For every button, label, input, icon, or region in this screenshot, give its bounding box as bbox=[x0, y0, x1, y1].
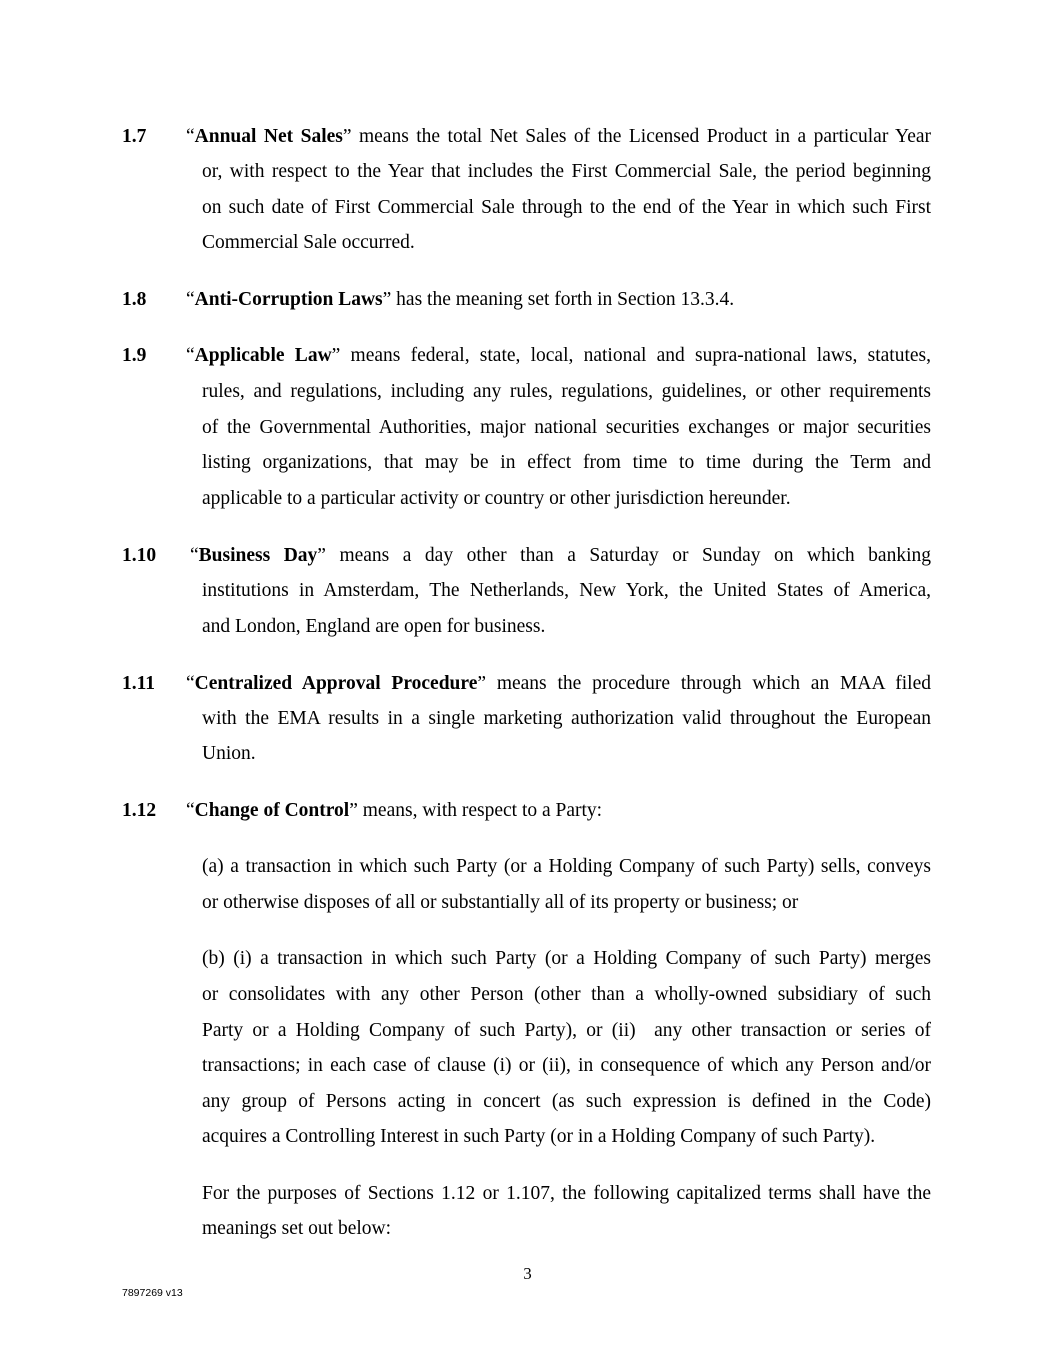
close-quote: ” bbox=[317, 545, 326, 566]
defined-term-anti-corruption-laws: Anti-Corruption Laws bbox=[194, 289, 383, 310]
clause-b-line-5: any group of Persons acting in concert (as such expression is defined in the Code) bbox=[202, 1091, 931, 1112]
defined-term-annual-net-sales: Annual Net Sales bbox=[194, 126, 343, 147]
definition-text: means, with respect to a Party: bbox=[357, 800, 603, 821]
definition-text: means the total Net Sales of the Licensed Product in a particular Year bbox=[351, 126, 931, 147]
definition-text: has the meaning set forth in Section 13.3.4. bbox=[391, 289, 735, 310]
purposes-paragraph-line-2: meanings set out below: bbox=[202, 1218, 392, 1239]
close-quote: ” bbox=[349, 800, 358, 821]
open-quote: “ bbox=[186, 800, 195, 821]
page-number: 3 bbox=[523, 1264, 532, 1283]
section-1-10-line-1 bbox=[190, 544, 931, 568]
clause-b-line-6: acquires a Controlling Interest in such Party (or in a Holding Company of such Party). bbox=[202, 1126, 876, 1147]
section-1-9-line-3: of the Governmental Authorities, major national securities exchanges or major securities bbox=[202, 417, 931, 438]
close-quote: ” bbox=[382, 289, 392, 310]
section-1-11-line-3: Union. bbox=[202, 743, 256, 764]
open-quote: “ bbox=[186, 673, 195, 694]
section-1-9-line-4: listing organizations, that may be in effect from time to time during the Term and bbox=[202, 452, 931, 473]
section-1-9-line-1 bbox=[186, 344, 931, 368]
clause-b-line-4: transactions; in each case of clause (i) or (ii), in consequence of which any Person and/or bbox=[202, 1055, 931, 1076]
section-1-7-line-2: or, with respect to the Year that includes the First Commercial Sale, the period beginning bbox=[202, 161, 931, 182]
clause-b-line-1: (b) (i) a transaction in which such Party (or a Holding Company of such Party) merges bbox=[202, 948, 931, 969]
section-1-8-line-1 bbox=[186, 288, 734, 312]
section-1-9-line-2: rules, and regulations, including any rules, regulations, guidelines, or other requirements bbox=[202, 381, 931, 402]
open-quote: “ bbox=[190, 545, 199, 566]
section-number-1-12: 1.12 bbox=[122, 800, 157, 821]
close-quote: ” bbox=[331, 345, 341, 366]
purposes-paragraph-line-1: For the purposes of Sections 1.12 or 1.107, the following capitalized terms shall have the bbox=[202, 1183, 931, 1204]
defined-term-business-day: Business Day bbox=[198, 545, 318, 566]
definition-text: means federal, state, local, national and supra-national laws, statutes, bbox=[340, 345, 931, 366]
section-1-7-line-4: Commercial Sale occurred. bbox=[202, 232, 415, 253]
section-1-12-line-1 bbox=[186, 799, 602, 823]
definition-text: means a day other than a Saturday or Sunday on which banking bbox=[325, 545, 931, 566]
clause-b-line-2: or consolidates with any other Person (other than a wholly-owned subsidiary of such bbox=[202, 984, 931, 1005]
section-number-1-9: 1.9 bbox=[122, 345, 147, 366]
section-1-9-line-5: applicable to a particular activity or country or other jurisdiction hereunder. bbox=[202, 488, 791, 509]
section-1-7-line-1 bbox=[186, 125, 931, 149]
section-number-1-11: 1.11 bbox=[122, 673, 156, 694]
section-number-1-10: 1.10 bbox=[122, 545, 157, 566]
clause-a-line-1: (a) a transaction in which such Party (or a Holding Company of such Party) sells, conveys bbox=[202, 856, 931, 877]
defined-term-centralized-approval-procedure: Centralized Approval Procedure bbox=[194, 673, 478, 694]
section-1-11-line-2: with the EMA results in a single marketing authorization valid throughout the European bbox=[202, 708, 931, 729]
open-quote: “ bbox=[186, 345, 195, 366]
close-quote: ” bbox=[477, 673, 487, 694]
document-id: 7897269 v13 bbox=[122, 1287, 183, 1299]
section-number-1-7: 1.7 bbox=[122, 126, 147, 147]
defined-term-change-of-control: Change of Control bbox=[194, 800, 350, 821]
section-1-10-line-3: and London, England are open for business. bbox=[202, 616, 546, 637]
section-1-10-line-2: institutions in Amsterdam, The Netherlands, New York, the United States of America, bbox=[202, 580, 931, 601]
section-1-11-line-1 bbox=[186, 672, 931, 696]
section-number-1-8: 1.8 bbox=[122, 289, 147, 310]
open-quote: “ bbox=[186, 126, 195, 147]
open-quote: “ bbox=[186, 289, 195, 310]
close-quote: ” bbox=[342, 126, 352, 147]
clause-a-line-2: or otherwise disposes of all or substantially all of its property or business; or bbox=[202, 892, 799, 913]
defined-term-applicable-law: Applicable Law bbox=[194, 345, 332, 366]
section-1-7-line-3: on such date of First Commercial Sale through to the end of the Year in which such First bbox=[202, 197, 931, 218]
clause-b-line-3: Party or a Holding Company of such Party), or (ii) any other transaction or series of bbox=[202, 1020, 931, 1041]
definition-text: means the procedure through which an MAA filed bbox=[486, 673, 932, 694]
